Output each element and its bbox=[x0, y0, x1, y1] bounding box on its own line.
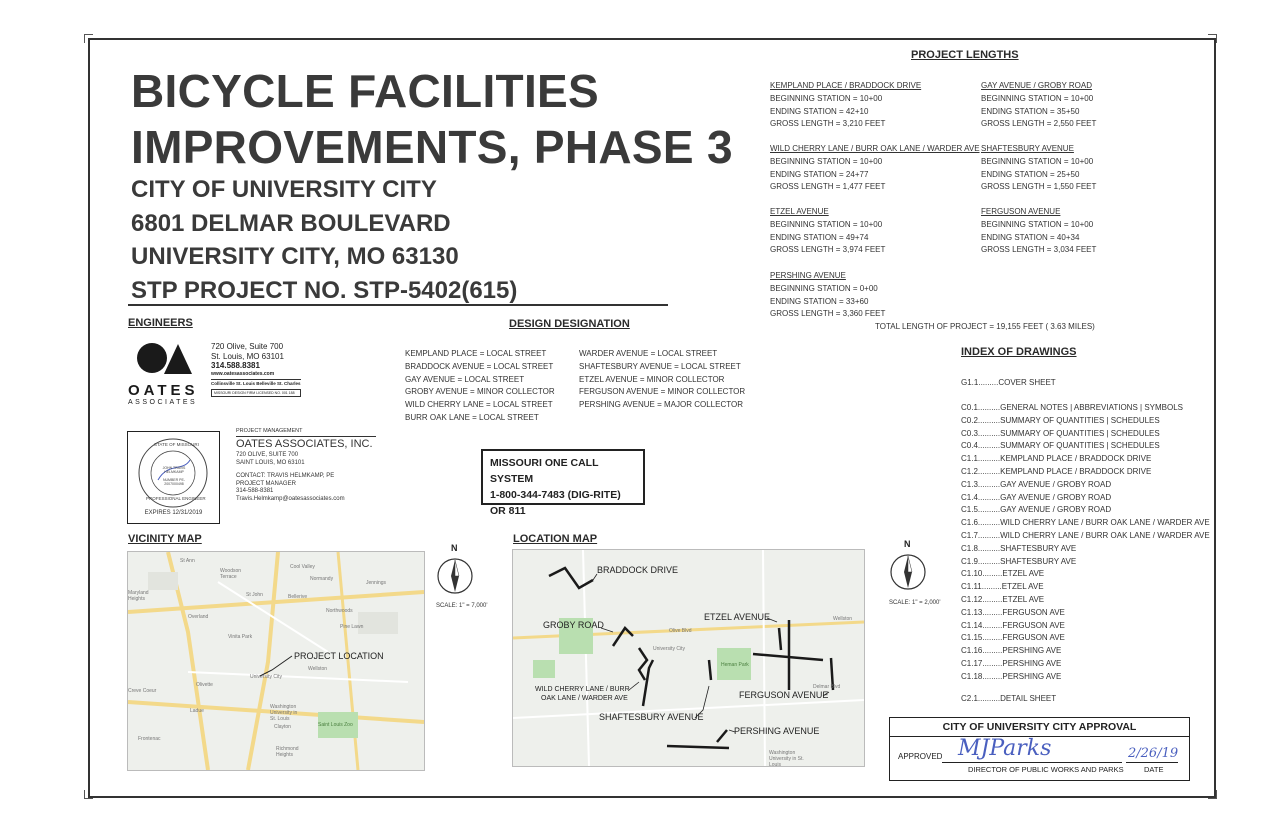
index-item: C1.11.........ETZEL AVE bbox=[961, 582, 1044, 592]
index-item: C1.10.........ETZEL AVE bbox=[961, 569, 1045, 579]
approval-date-value: 2/26/19 bbox=[1128, 746, 1179, 761]
contact-phone: 314-588-8381 bbox=[236, 488, 274, 494]
north-label: N bbox=[904, 539, 911, 549]
map-place: University City bbox=[653, 646, 685, 652]
contact-email: Travis.Helmkamp@oatesassociates.com bbox=[236, 495, 345, 502]
firm-address-2: SAINT LOUIS, MO 63101 bbox=[236, 459, 305, 466]
segment-begin: BEGINNING STATION = 10+00 bbox=[770, 93, 883, 103]
corner-mark bbox=[1208, 790, 1217, 799]
oates-logo bbox=[128, 338, 202, 404]
map-place: Northwoods bbox=[326, 608, 353, 614]
designation-item: WARDER AVENUE = LOCAL STREET bbox=[579, 349, 718, 358]
engineers-address bbox=[211, 342, 301, 397]
designation-item: PERSHING AVENUE = MAJOR COLLECTOR bbox=[579, 400, 743, 410]
seal-expires: EXPIRES 12/31/2019 bbox=[144, 510, 203, 516]
eng-address-1: 720 Olive, Suite 700 bbox=[211, 342, 284, 351]
map-place: Bellerive bbox=[288, 594, 308, 600]
map-place: Ladue bbox=[190, 708, 204, 714]
north-label: N bbox=[451, 543, 458, 553]
map-place: Jennings bbox=[366, 580, 387, 586]
firm-name: OATES ASSOCIATES, INC. bbox=[236, 438, 373, 450]
signature: MJParks bbox=[958, 736, 1052, 761]
segment-begin: BEGINNING STATION = 10+00 bbox=[981, 219, 1094, 229]
address-line-2: UNIVERSITY CITY, MO 63130 bbox=[131, 243, 459, 270]
map-place: Olivette bbox=[196, 682, 213, 688]
map-place: Frontenac bbox=[138, 736, 161, 742]
segment-gross: GROSS LENGTH = 1,550 FEET bbox=[981, 182, 1097, 192]
approval-block bbox=[889, 717, 1190, 781]
designation-list-left bbox=[405, 348, 555, 425]
index-item: C1.4..........GAY AVENUE / GROBY ROAD bbox=[961, 492, 1112, 502]
designation-item: ETZEL AVENUE = MINOR COLLECTOR bbox=[579, 374, 725, 384]
design-designation-heading: DESIGN DESIGNATION bbox=[509, 318, 630, 330]
segment-name: KEMPLAND PLACE / BRADDOCK DRIVE bbox=[770, 81, 922, 90]
title-line-1: BICYCLE FACILITIES bbox=[131, 65, 599, 117]
map-place: Normandy bbox=[310, 576, 334, 582]
map-place: Clayton bbox=[274, 724, 291, 730]
segment-name: PERSHING AVENUE bbox=[770, 271, 846, 280]
label-braddock: BRADDOCK DRIVE bbox=[597, 565, 679, 575]
label-wild-cherry-1: WILD CHERRY LANE / BURR bbox=[535, 686, 630, 693]
vicinity-map[interactable] bbox=[127, 551, 425, 771]
segment-end: ENDING STATION = 25+50 bbox=[981, 169, 1080, 179]
seal-name: JOHN TRAVIS HELMKAMP bbox=[162, 466, 186, 474]
corner-mark bbox=[1208, 34, 1217, 43]
eng-address-2: St. Louis, MO 63101 bbox=[211, 351, 284, 361]
segment-end: ENDING STATION = 24+77 bbox=[770, 169, 869, 179]
date-line bbox=[1126, 762, 1178, 763]
designation-item: FERGUSON AVENUE = MINOR COLLECTOR bbox=[579, 387, 746, 397]
map-place: Delmar Blvd bbox=[813, 684, 841, 690]
map-place: Creve Coeur bbox=[128, 688, 157, 694]
project-location-leader bbox=[128, 552, 424, 770]
one-call-line-2: 1-800-344-7483 (DIG-RITE) bbox=[490, 489, 621, 501]
segment-name: FERGUSON AVENUE bbox=[981, 207, 1061, 216]
map-place: Pine Lawn bbox=[340, 624, 364, 630]
segment-shaftesbury bbox=[981, 143, 1096, 194]
address-line-1: 6801 DELMAR BOULEVARD bbox=[131, 210, 451, 237]
segment-begin: BEGINNING STATION = 0+00 bbox=[770, 283, 878, 293]
index-item: C1.14.........FERGUSON AVE bbox=[961, 620, 1065, 630]
eng-license: MISSOURI DESIGN FIRM LICENSED NO. 001 188 bbox=[211, 389, 301, 397]
total-length: TOTAL LENGTH OF PROJECT = 19,155 FEET ( 3.63 MILES) bbox=[875, 322, 1095, 331]
segment-begin: BEGINNING STATION = 10+00 bbox=[981, 93, 1094, 103]
project-lengths-heading: PROJECT LENGTHS bbox=[911, 49, 1019, 61]
segment-name: SHAFTESBURY AVENUE bbox=[981, 144, 1074, 153]
segment-gross: GROSS LENGTH = 2,550 FEET bbox=[981, 119, 1097, 129]
north-arrow-icon bbox=[888, 548, 928, 592]
segment-begin: BEGINNING STATION = 10+00 bbox=[770, 156, 883, 166]
seal-bottom-text: PROFESSIONAL ENGINEER bbox=[146, 496, 206, 501]
index-item: C1.13.........FERGUSON AVE bbox=[961, 607, 1065, 617]
index-group-general bbox=[961, 377, 1056, 390]
corner-mark bbox=[84, 34, 93, 43]
segment-wild-cherry bbox=[770, 143, 980, 194]
project-location-label: PROJECT LOCATION bbox=[294, 651, 384, 661]
index-item: C1.18.........PERSHING AVE bbox=[961, 671, 1062, 681]
vicinity-map-heading: VICINITY MAP bbox=[128, 533, 202, 545]
index-item: C1.2..........KEMPLAND PLACE / BRADDOCK DRIVE bbox=[961, 466, 1152, 476]
index-item: C1.6..........WILD CHERRY LANE / BURR OAK LANE / WARDER AVE bbox=[961, 518, 1210, 528]
designation-item: WILD CHERRY LANE = LOCAL STREET bbox=[405, 400, 553, 410]
project-management-block bbox=[236, 427, 376, 503]
eng-phone: 314.588.8381 bbox=[211, 361, 260, 370]
segment-gay bbox=[981, 80, 1096, 131]
segment-gross: GROSS LENGTH = 3,210 FEET bbox=[770, 119, 886, 129]
date-label: DATE bbox=[1144, 765, 1164, 774]
map-place: Cool Valley bbox=[290, 564, 315, 570]
map-place: Washington University in St. Louis bbox=[769, 750, 804, 767]
seal-number: NUMBER PE-2007000498 bbox=[163, 478, 185, 486]
map-place: Richmond Heights bbox=[276, 746, 299, 758]
segment-end: ENDING STATION = 40+34 bbox=[981, 232, 1080, 242]
segment-begin: BEGINNING STATION = 10+00 bbox=[770, 219, 883, 229]
label-pershing: PERSHING AVENUE bbox=[734, 726, 820, 736]
pm-label: PROJECT MANAGEMENT bbox=[236, 427, 376, 437]
segment-end: ENDING STATION = 35+50 bbox=[981, 106, 1080, 116]
location-map-heading: LOCATION MAP bbox=[513, 533, 598, 545]
segment-etzel bbox=[770, 206, 885, 257]
label-ferguson: FERGUSON AVENUE bbox=[739, 690, 829, 700]
label-shaftesbury: SHAFTESBURY AVENUE bbox=[599, 712, 704, 722]
segment-begin: BEGINNING STATION = 10+00 bbox=[981, 156, 1094, 166]
designation-item: BURR OAK LANE = LOCAL STREET bbox=[405, 412, 539, 422]
index-item: G1.1.........COVER SHEET bbox=[961, 378, 1056, 387]
segment-ferguson bbox=[981, 206, 1096, 257]
map-place: Olive Blvd bbox=[669, 628, 692, 634]
index-item: C1.16.........PERSHING AVE bbox=[961, 646, 1062, 656]
segment-end: ENDING STATION = 33+60 bbox=[770, 296, 869, 306]
map-place: St John bbox=[246, 592, 263, 598]
firm-address-1: 720 OLIVE, SUITE 700 bbox=[236, 452, 299, 458]
map-place: Maryland Heights bbox=[128, 590, 149, 602]
label-wild-cherry-2: OAK LANE / WARDER AVE bbox=[541, 695, 628, 702]
segment-gross: GROSS LENGTH = 3,360 FEET bbox=[770, 309, 886, 319]
contact-role: PROJECT MANAGER bbox=[236, 480, 296, 487]
approval-heading: CITY OF UNIVERSITY CITY APPROVAL bbox=[890, 718, 1189, 737]
contact-name: CONTACT: TRAVIS HELMKAMP, PE bbox=[236, 473, 335, 479]
index-item: C1.17.........PERSHING AVE bbox=[961, 658, 1062, 668]
director-label: DIRECTOR OF PUBLIC WORKS AND PARKS bbox=[968, 765, 1124, 774]
title-line-2: IMPROVEMENTS, PHASE 3 bbox=[131, 121, 733, 173]
index-group-details bbox=[961, 693, 1056, 706]
designation-item: SHAFTESBURY AVENUE = LOCAL STREET bbox=[579, 361, 741, 371]
oates-logo-icon bbox=[128, 338, 202, 378]
segment-end: ENDING STATION = 49+74 bbox=[770, 232, 869, 242]
segment-name: WILD CHERRY LANE / BURR OAK LANE / WARDER AVE bbox=[770, 144, 980, 153]
logo-word-1: OATES bbox=[128, 382, 199, 399]
map-place: Washington University in St. Louis bbox=[270, 704, 298, 722]
title-rule bbox=[128, 304, 668, 306]
map-place: Vinita Park bbox=[228, 634, 253, 640]
index-item: C1.7..........WILD CHERRY LANE / BURR OAK LANE / WARDER AVE bbox=[961, 530, 1210, 540]
index-item: C1.1..........KEMPLAND PLACE / BRADDOCK DRIVE bbox=[961, 454, 1152, 464]
project-number: STP PROJECT NO. STP-5402(615) bbox=[131, 277, 518, 304]
approved-label: APPROVED bbox=[898, 752, 943, 761]
seal-top-text: STATE OF MISSOURI bbox=[154, 442, 199, 447]
index-item: C1.15.........FERGUSON AVE bbox=[961, 633, 1065, 643]
logo-word-2: ASSOCIATES bbox=[128, 399, 198, 406]
designation-list-right bbox=[579, 348, 745, 412]
map-place: Saint Louis Zoo bbox=[318, 722, 353, 728]
eng-offices: Collinsville St. Louis Belleville St. Charles bbox=[211, 380, 301, 386]
index-heading: INDEX OF DRAWINGS bbox=[961, 346, 1077, 358]
label-groby: GROBY ROAD bbox=[543, 620, 604, 630]
north-arrow-icon bbox=[435, 552, 475, 596]
map-place: St Ann bbox=[180, 558, 195, 564]
map-place: Wellston bbox=[308, 666, 328, 672]
one-call-box bbox=[481, 449, 645, 517]
segment-kempland bbox=[770, 80, 921, 131]
eng-web: www.oatesassociates.com bbox=[211, 370, 275, 377]
one-call-line-3: OR 811 bbox=[490, 505, 526, 517]
index-item: C0.4..........SUMMARY OF QUANTITIES | SCHEDULES bbox=[961, 441, 1160, 451]
segment-pershing bbox=[770, 270, 885, 321]
segment-gross: GROSS LENGTH = 3,034 FEET bbox=[981, 245, 1097, 255]
segment-gross: GROSS LENGTH = 1,477 FEET bbox=[770, 182, 886, 192]
index-item: C0.2..........SUMMARY OF QUANTITIES | SCHEDULES bbox=[961, 415, 1160, 425]
index-item: C2.1..........DETAIL SHEET bbox=[961, 694, 1057, 703]
index-item: C1.9..........SHAFTESBURY AVE bbox=[961, 556, 1077, 566]
signature-line bbox=[942, 762, 1122, 763]
org-name: CITY OF UNIVERSITY CITY bbox=[131, 176, 437, 203]
map-place: Heman Park bbox=[721, 662, 749, 668]
index-group-civil bbox=[961, 402, 1210, 684]
index-item: C1.12.........ETZEL AVE bbox=[961, 594, 1045, 604]
segment-name: ETZEL AVENUE bbox=[770, 207, 829, 216]
index-item: C0.1..........GENERAL NOTES | ABBREVIATIONS | SYMBOLS bbox=[961, 403, 1183, 412]
one-call-line-1: MISSOURI ONE CALL SYSTEM bbox=[490, 457, 599, 485]
seal-box bbox=[127, 431, 220, 524]
designation-item: GAY AVENUE = LOCAL STREET bbox=[405, 374, 525, 384]
index-item: C1.5..........GAY AVENUE / GROBY ROAD bbox=[961, 505, 1112, 515]
designation-item: GROBY AVENUE = MINOR COLLECTOR bbox=[405, 387, 555, 397]
index-item: C1.8..........SHAFTESBURY AVE bbox=[961, 543, 1077, 553]
index-item: C1.3..........GAY AVENUE / GROBY ROAD bbox=[961, 479, 1112, 489]
engineers-heading: ENGINEERS bbox=[128, 317, 193, 329]
segment-name: GAY AVENUE / GROBY ROAD bbox=[981, 81, 1092, 90]
designation-item: BRADDOCK AVENUE = LOCAL STREET bbox=[405, 361, 554, 371]
index-item: C0.3..........SUMMARY OF QUANTITIES | SCHEDULES bbox=[961, 428, 1160, 438]
location-scale: SCALE: 1" = 2,000' bbox=[889, 600, 941, 606]
label-etzel: ETZEL AVENUE bbox=[704, 612, 771, 622]
corner-mark bbox=[84, 790, 93, 799]
map-place: Woodson Terrace bbox=[220, 568, 242, 580]
map-place: Overland bbox=[188, 614, 209, 620]
segment-end: ENDING STATION = 42+10 bbox=[770, 106, 869, 116]
map-place: University City bbox=[250, 674, 282, 680]
map-place: Wellston bbox=[833, 616, 853, 622]
vicinity-scale: SCALE: 1" = 7,000' bbox=[436, 603, 488, 609]
location-map[interactable] bbox=[512, 549, 865, 767]
designation-item: KEMPLAND PLACE = LOCAL STREET bbox=[405, 349, 547, 358]
segment-gross: GROSS LENGTH = 3,974 FEET bbox=[770, 245, 886, 255]
